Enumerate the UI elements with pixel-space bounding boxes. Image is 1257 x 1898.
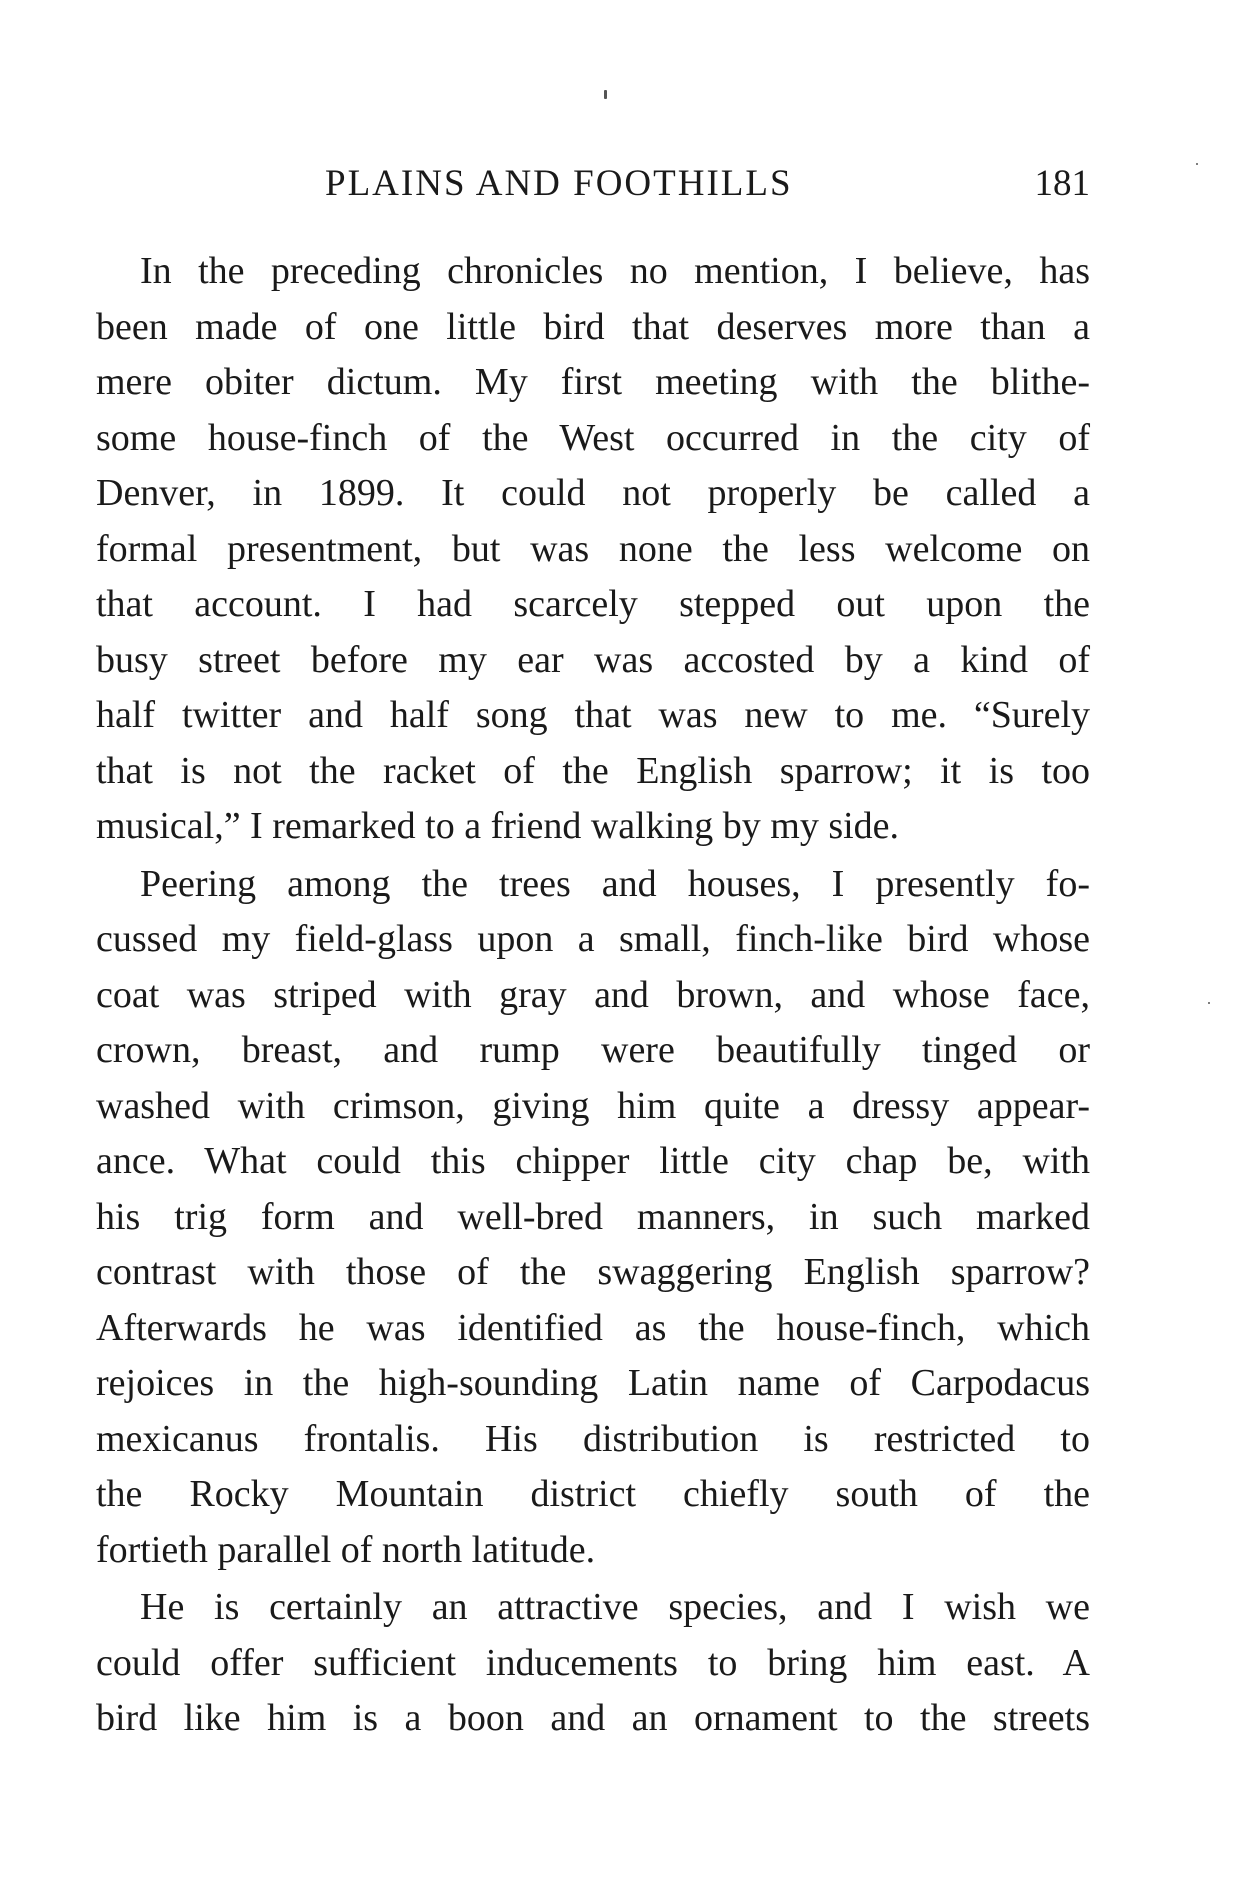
text-line: musical,” I remarked to a friend walking by my side. [96,805,900,847]
running-title: PLAINS AND FOOTHILLS [325,163,793,204]
text-line: been made of one little bird that deserves more than a [96,305,1090,348]
scan-speck [1208,1002,1210,1004]
text-line: the Rocky Mountain district chiefly south of the [96,1473,1090,1515]
running-header [96,162,1090,206]
paragraph [96,1580,1090,1747]
text-line: his trig form and well-bred manners, in such marked [96,1195,1090,1238]
text-line: Denver, in 1899. It could not properly be called a [96,472,1090,514]
text-line: rejoices in the high-sounding Latin name of Carpodacus [96,1362,1090,1404]
text-line: mexicanus frontalis. His distribution is restricted to [96,1417,1090,1460]
text-line: some house-finch of the West occurred in the city of [96,416,1090,459]
scan-speck [1196,163,1198,165]
text-line: half twitter and half song that was new to me. “Surely [96,694,1090,736]
scan-speck [604,90,607,99]
text-line: cussed my field-glass upon a small, finch-like bird whose [96,918,1090,960]
page-number: 181 [1034,163,1090,204]
text-line: Afterwards he was identified as the house-finch, which [96,1306,1090,1349]
text-line: that is not the racket of the English sparrow; it is too [96,749,1090,792]
text-line: crown, breast, and rump were beautifully tinged or [96,1029,1090,1071]
text-line: fortieth parallel of north latitude. [96,1528,596,1571]
paragraph [96,244,1090,855]
text-line: Peering among the trees and houses, I presently fo- [140,862,1090,905]
paragraph [96,857,1090,1579]
text-line: bird like him is a boon and an ornament to the streets [96,1697,1090,1739]
text-line: mere obiter dictum. My first meeting with the blithe- [96,361,1090,403]
text-line: In the preceding chronicles no mention, I believe, has [140,250,1090,292]
text-line: washed with crimson, giving him quite a dressy appear- [96,1084,1090,1127]
text-line: coat was striped with gray and brown, and whose face, [96,973,1090,1016]
text-line: busy street before my ear was accosted by a kind of [96,638,1090,681]
text-line: He is certainly an attractive species, and I wish we [140,1586,1090,1628]
body-text [96,244,1090,1747]
text-line: ance. What could this chipper little city chap be, with [96,1140,1090,1182]
text-line: contrast with those of the swaggering English sparrow? [96,1251,1090,1293]
text-line: could offer sufficient inducements to bring him east. A [96,1641,1090,1684]
text-line: that account. I had scarcely stepped out upon the [96,583,1090,625]
text-line: formal presentment, but was none the less welcome on [96,527,1090,570]
